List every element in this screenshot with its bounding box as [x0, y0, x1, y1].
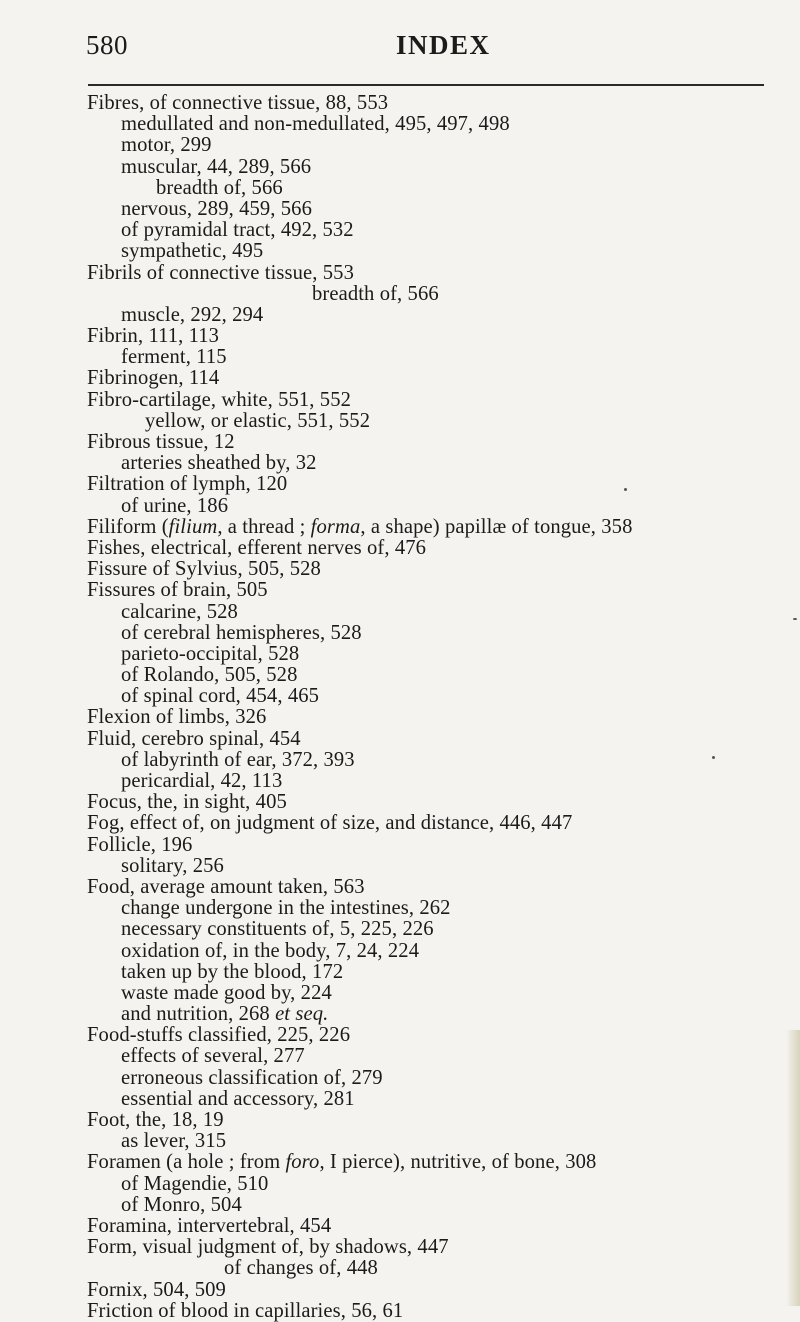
running-head: INDEX: [396, 30, 491, 60]
entry-text: motor, 299: [121, 134, 212, 157]
index-entry: [0, 1301, 800, 1322]
entry-text: Fishes, electrical, efferent nerves of, 476: [87, 536, 427, 559]
index-subentry: [0, 1195, 800, 1216]
entry-text: Fluid, cerebro spinal, 454: [87, 727, 301, 750]
index-entry: [0, 729, 800, 750]
index-subentry: [0, 241, 800, 262]
entry-text: sympathetic, 495: [121, 240, 264, 263]
entry-text: waste made good by, 224: [121, 981, 332, 1004]
index-subentry: [0, 1131, 800, 1152]
entry-text: Foramina, intervertebral, 454: [87, 1214, 332, 1237]
entry-text: Food, average amount taken, 563: [87, 875, 365, 898]
paper-speck: [793, 618, 797, 620]
entry-text: muscle, 292, 294: [121, 303, 264, 326]
page-number: 580: [86, 30, 128, 60]
index-entry: [0, 517, 800, 538]
entry-text: , a shape) papillæ of tongue, 358: [360, 515, 633, 538]
entry-text: Filtration of lymph, 120: [87, 473, 288, 496]
index-entry: [0, 1152, 800, 1173]
index-subentry: [0, 1068, 800, 1089]
index-subentry: [0, 602, 800, 623]
entry-text: Follicle, 196: [87, 833, 193, 856]
index-entry: [0, 1216, 800, 1237]
index-subentry: [0, 157, 800, 178]
entry-text: change undergone in the intestines, 262: [121, 897, 451, 920]
entry-text: pericardial, 42, 113: [121, 770, 283, 792]
index-entry: [0, 390, 800, 411]
index-subentry: [0, 411, 800, 432]
index-entry: [0, 1110, 800, 1131]
entry-text: , I pierce), nutritive, of bone, 308: [319, 1151, 597, 1174]
entry-text: Focus, the, in sight, 405: [87, 791, 287, 814]
entry-text: Fibrous tissue, 12: [87, 431, 235, 453]
entry-text: Fibrinogen, 114: [87, 367, 220, 390]
index-entry: [0, 538, 800, 559]
entry-text: Fibres, of connective tissue, 88, 553: [87, 92, 389, 114]
entry-text: calcarine, 528: [121, 600, 238, 623]
index-subentry: [0, 1004, 800, 1025]
index-subentry: [0, 919, 800, 940]
index-subentry: [0, 1089, 800, 1110]
entry-text: ferment, 115: [121, 346, 227, 369]
index-subentry: [0, 623, 800, 644]
index-subentry: [0, 496, 800, 517]
index-subentry: [0, 962, 800, 983]
paper-speck: [624, 488, 627, 491]
index-subentry: [0, 644, 800, 665]
index-subentry: [0, 284, 800, 305]
index-entry: [0, 1025, 800, 1046]
entry-text: Fissures of brain, 505: [87, 579, 268, 602]
entry-text: Filiform (: [87, 515, 169, 538]
entry-text: of Rolando, 505, 528: [121, 664, 298, 687]
entry-text: breadth of, 566: [156, 176, 283, 199]
index-subentry: [0, 686, 800, 707]
index-subentry: [0, 305, 800, 326]
index-subentry: [0, 771, 800, 792]
index-subentry: [0, 135, 800, 156]
entry-text: arteries sheathed by, 32: [121, 452, 317, 475]
entry-text: , a thread ;: [217, 515, 311, 538]
entry-text: medullated and non-medullated, 495, 497, 498: [121, 113, 510, 136]
italic-term: forma: [310, 515, 361, 538]
entry-text: muscular, 44, 289, 566: [121, 155, 312, 178]
index-entry: [0, 835, 800, 856]
index-entry: [0, 707, 800, 728]
entry-text: of cerebral hemispheres, 528: [121, 621, 362, 644]
index-entry: [0, 263, 800, 284]
index-entry: [0, 813, 800, 834]
index-entry: [0, 792, 800, 813]
entry-text: Fibro-cartilage, white, 551, 552: [87, 388, 351, 411]
entry-text: and nutrition, 268: [121, 1003, 276, 1026]
entry-text: nervous, 289, 459, 566: [121, 197, 312, 220]
entry-text: Flexion of limbs, 326: [87, 706, 267, 729]
entry-text: Fornix, 504, 509: [87, 1278, 226, 1301]
index-entry: [0, 368, 800, 389]
entry-text: Fog, effect of, on judgment of size, and distance, 446, 447: [87, 812, 573, 835]
entry-text: of urine, 186: [121, 494, 229, 517]
header-rule: [88, 84, 764, 86]
entry-text: Fibrils of connective tissue, 553: [87, 261, 354, 284]
index-subentry: [0, 1046, 800, 1067]
page-header: [0, 30, 800, 70]
entry-text: Friction of blood in capillaries, 56, 61: [87, 1299, 404, 1322]
entry-text: necessary constituents of, 5, 225, 226: [121, 918, 434, 941]
paper-speck: [712, 756, 715, 759]
index-subentry: [0, 1258, 800, 1279]
entry-text: of pyramidal tract, 492, 532: [121, 219, 354, 242]
entry-text: yellow, or elastic, 551, 552: [145, 409, 371, 432]
entry-text: as lever, 315: [121, 1130, 227, 1153]
index-list: [0, 93, 800, 1322]
entry-text: of changes of, 448: [224, 1257, 378, 1280]
italic-term: et seq.: [275, 1003, 329, 1026]
index-entry: [0, 93, 800, 114]
index-entry: [0, 559, 800, 580]
entry-text: essential and accessory, 281: [121, 1087, 355, 1110]
entry-text: erroneous classification of, 279: [121, 1066, 383, 1089]
index-subentry: [0, 665, 800, 686]
index-subentry: [0, 347, 800, 368]
index-subentry: [0, 453, 800, 474]
entry-text: Fibrin, 111, 113: [87, 325, 220, 348]
index-entry: [0, 580, 800, 601]
index-entry: [0, 1280, 800, 1301]
index-subentry: [0, 750, 800, 771]
entry-text: Form, visual judgment of, by shadows, 447: [87, 1236, 449, 1259]
entry-text: solitary, 256: [121, 854, 224, 877]
index-subentry: [0, 114, 800, 135]
entry-text: parieto-occipital, 528: [121, 642, 300, 665]
index-entry: [0, 474, 800, 495]
entry-text: of Monro, 504: [121, 1193, 242, 1216]
index-subentry: [0, 941, 800, 962]
index-subentry: [0, 983, 800, 1004]
entry-text: Foramen (a hole ; from: [87, 1151, 286, 1174]
page-edge-stain: [786, 1030, 800, 1306]
entry-text: of labyrinth of ear, 372, 393: [121, 748, 355, 771]
index-subentry: [0, 199, 800, 220]
entry-text: of spinal cord, 454, 465: [121, 685, 320, 708]
index-entry: [0, 1237, 800, 1258]
entry-text: effects of several, 277: [121, 1045, 305, 1068]
entry-text: of Magendie, 510: [121, 1172, 269, 1195]
index-entry: [0, 432, 800, 453]
index-subentry: [0, 220, 800, 241]
index-subentry: [0, 1174, 800, 1195]
entry-text: oxidation of, in the body, 7, 24, 224: [121, 939, 420, 962]
index-subentry: [0, 898, 800, 919]
entry-text: Fissure of Sylvius, 505, 528: [87, 558, 321, 581]
entry-text: Food-stuffs classified, 225, 226: [87, 1024, 351, 1047]
index-entry: [0, 326, 800, 347]
italic-term: filium: [168, 515, 218, 538]
italic-term: foro: [285, 1151, 320, 1174]
entry-text: Foot, the, 18, 19: [87, 1109, 224, 1131]
entry-text: breadth of, 566: [312, 282, 439, 305]
index-subentry: [0, 178, 800, 199]
entry-text: taken up by the blood, 172: [121, 960, 344, 983]
index-entry: [0, 877, 800, 898]
index-subentry: [0, 856, 800, 877]
